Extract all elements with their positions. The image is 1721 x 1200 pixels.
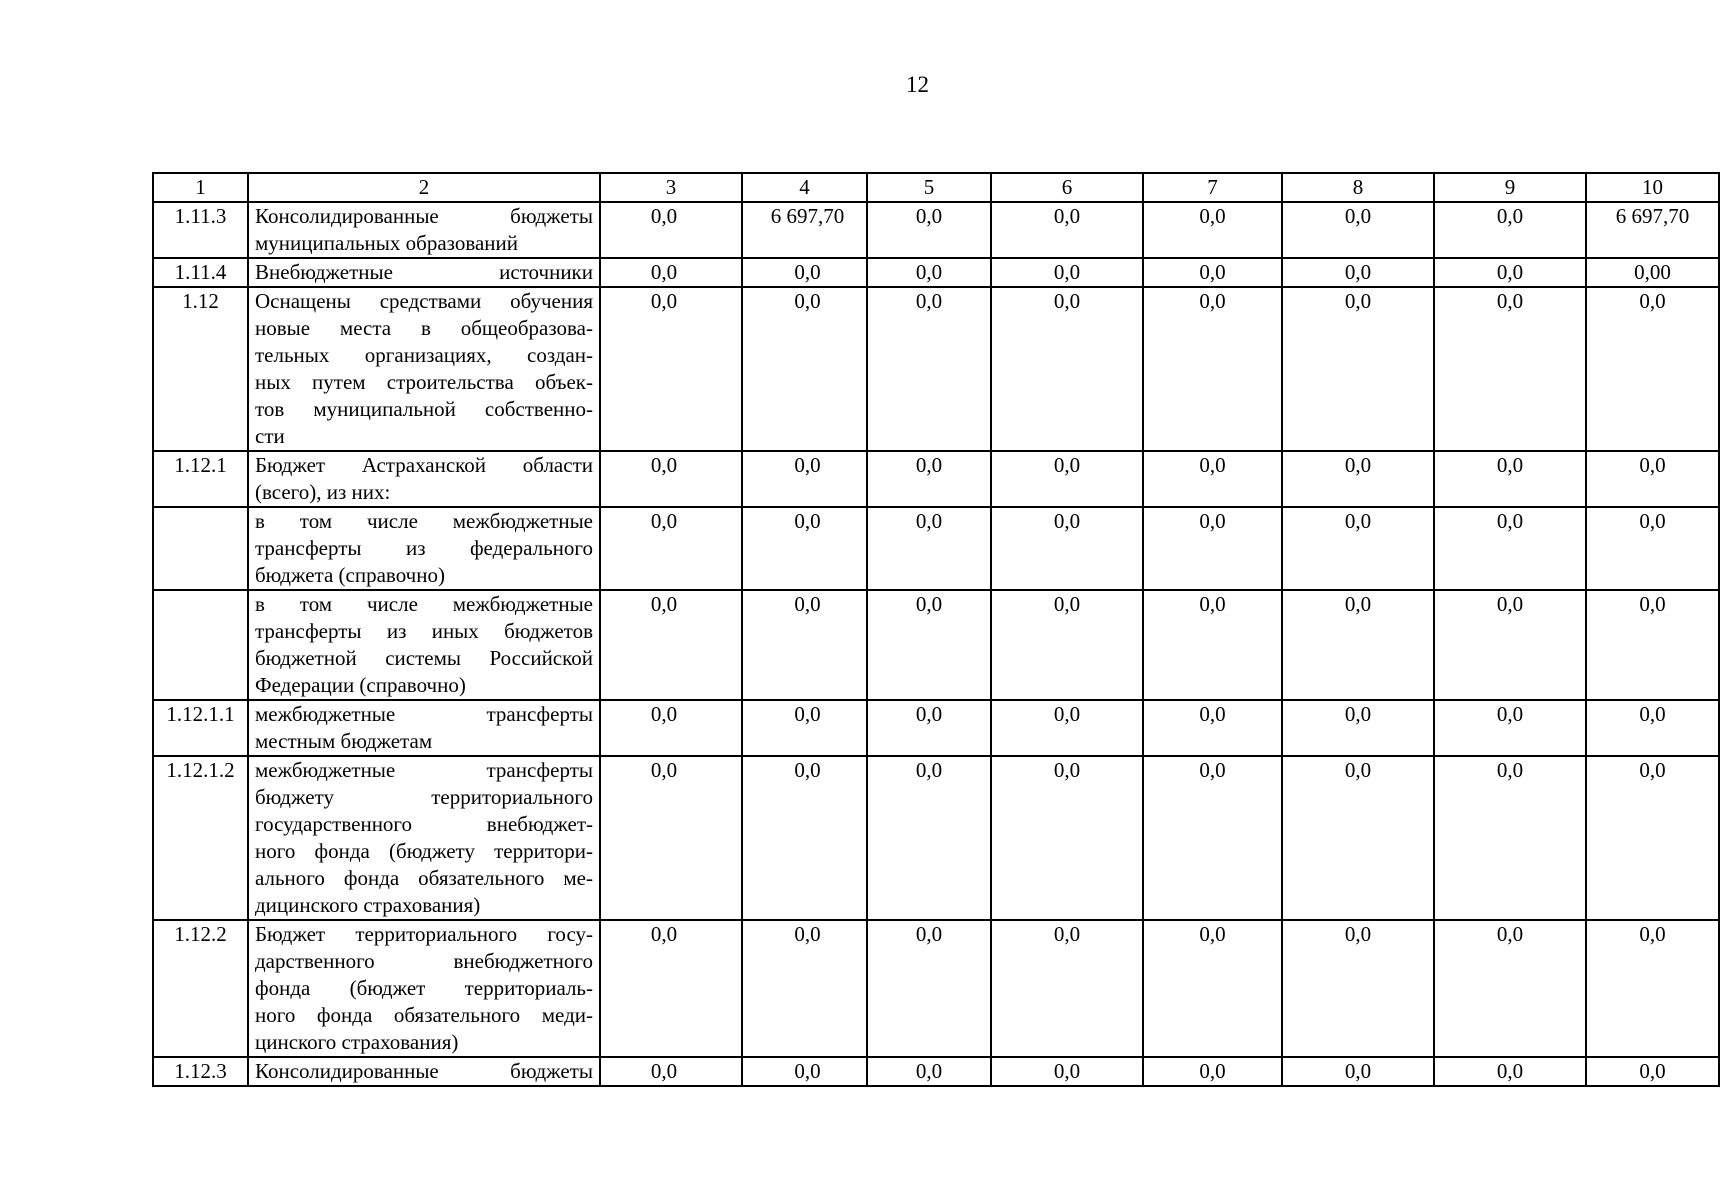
row-name-line: Оснащены средствами обучения <box>255 289 593 313</box>
row-value-col-4: 0,0 <box>742 920 867 1057</box>
row-code <box>153 507 248 590</box>
row-value-col-6: 0,0 <box>991 590 1143 700</box>
row-value-col-7: 0,0 <box>1143 700 1282 756</box>
row-name-line: муниципальных образований <box>255 231 518 255</box>
row-value-col-10: 0,00 <box>1586 258 1719 287</box>
row-value-col-6: 0,0 <box>991 920 1143 1057</box>
row-name <box>248 1057 600 1086</box>
row-value-col-4: 0,0 <box>742 590 867 700</box>
row-name-line: дарственного внебюджетного <box>255 949 593 973</box>
row-value-col-8: 0,0 <box>1282 1057 1434 1086</box>
row-name-line: в том числе межбюджетные <box>255 509 593 533</box>
column-header-5: 5 <box>867 173 991 202</box>
row-value-col-10: 6 697,70 <box>1586 202 1719 258</box>
row-value-col-10: 0,0 <box>1586 920 1719 1057</box>
row-name-line: межбюджетные трансферты <box>255 702 593 726</box>
column-header-3: 3 <box>600 173 742 202</box>
column-header-7: 7 <box>1143 173 1282 202</box>
table-row <box>153 507 1719 590</box>
row-value-col-4: 0,0 <box>742 451 867 507</box>
table-row <box>153 287 1719 451</box>
row-name-line: Консолидированные бюджеты <box>255 1059 593 1083</box>
row-name-line: тов муниципальной собственно- <box>255 397 593 421</box>
row-value-col-8: 0,0 <box>1282 451 1434 507</box>
row-name-line: ного фонда (бюджету территори- <box>255 839 593 863</box>
row-name <box>248 507 600 590</box>
row-value-col-10: 0,0 <box>1586 507 1719 590</box>
row-name-line: Бюджет Астраханской области <box>255 453 593 477</box>
row-name <box>248 700 600 756</box>
row-value-col-9: 0,0 <box>1434 700 1586 756</box>
row-value-col-4: 6 697,70 <box>742 202 867 258</box>
row-code <box>153 590 248 700</box>
row-value-col-5: 0,0 <box>867 920 991 1057</box>
row-name-line: Федерации (справочно) <box>255 673 466 697</box>
row-value-col-10: 0,0 <box>1586 1057 1719 1086</box>
row-value-col-5: 0,0 <box>867 700 991 756</box>
table-row <box>153 590 1719 700</box>
row-value-col-9: 0,0 <box>1434 451 1586 507</box>
row-value-col-7: 0,0 <box>1143 756 1282 920</box>
row-value-col-3: 0,0 <box>600 507 742 590</box>
row-value-col-5: 0,0 <box>867 287 991 451</box>
row-name <box>248 451 600 507</box>
row-value-col-4: 0,0 <box>742 1057 867 1086</box>
table-row <box>153 756 1719 920</box>
row-name <box>248 756 600 920</box>
row-value-col-5: 0,0 <box>867 590 991 700</box>
row-value-col-9: 0,0 <box>1434 287 1586 451</box>
row-code: 1.12.2 <box>153 920 248 1057</box>
row-name-line: трансферты из федерального <box>255 536 593 560</box>
table-row <box>153 1057 1719 1086</box>
row-name <box>248 202 600 258</box>
row-name-line: ных путем строительства объек- <box>255 370 593 394</box>
row-name-line: Консолидированные бюджеты <box>255 204 593 228</box>
row-value-col-8: 0,0 <box>1282 202 1434 258</box>
row-value-col-10: 0,0 <box>1586 756 1719 920</box>
row-value-col-6: 0,0 <box>991 1057 1143 1086</box>
row-value-col-4: 0,0 <box>742 258 867 287</box>
row-value-col-7: 0,0 <box>1143 258 1282 287</box>
row-code: 1.12 <box>153 287 248 451</box>
row-name-line: сти <box>255 424 285 448</box>
row-value-col-5: 0,0 <box>867 507 991 590</box>
row-name-line: фонда (бюджет территориаль- <box>255 976 593 1000</box>
row-value-col-9: 0,0 <box>1434 590 1586 700</box>
row-value-col-3: 0,0 <box>600 920 742 1057</box>
row-value-col-8: 0,0 <box>1282 258 1434 287</box>
row-value-col-3: 0,0 <box>600 287 742 451</box>
row-name-line: ального фонда обязательного ме- <box>255 866 593 890</box>
row-name-line: межбюджетные трансферты <box>255 758 593 782</box>
column-header-1: 1 <box>153 173 248 202</box>
row-value-col-4: 0,0 <box>742 287 867 451</box>
row-code: 1.12.1.2 <box>153 756 248 920</box>
row-code: 1.12.1 <box>153 451 248 507</box>
row-value-col-9: 0,0 <box>1434 258 1586 287</box>
table-row <box>153 451 1719 507</box>
row-value-col-10: 0,0 <box>1586 590 1719 700</box>
row-value-col-9: 0,0 <box>1434 507 1586 590</box>
row-name-line: бюджета (справочно) <box>255 563 445 587</box>
row-value-col-6: 0,0 <box>991 507 1143 590</box>
table-header-row <box>153 173 1719 202</box>
row-value-col-6: 0,0 <box>991 756 1143 920</box>
row-name-line: новые места в общеобразова- <box>255 316 593 340</box>
row-value-col-3: 0,0 <box>600 1057 742 1086</box>
row-name-line: Внебюджетные источники <box>255 260 593 284</box>
table-row <box>153 920 1719 1057</box>
row-value-col-3: 0,0 <box>600 258 742 287</box>
row-name-line: бюджетной системы Российской <box>255 646 593 670</box>
row-code: 1.11.4 <box>153 258 248 287</box>
column-header-6: 6 <box>991 173 1143 202</box>
row-value-col-3: 0,0 <box>600 202 742 258</box>
row-value-col-4: 0,0 <box>742 700 867 756</box>
row-value-col-3: 0,0 <box>600 700 742 756</box>
row-name-line: местным бюджетам <box>255 729 433 753</box>
page-number: 12 <box>906 72 929 97</box>
row-value-col-7: 0,0 <box>1143 287 1282 451</box>
row-code: 1.12.3 <box>153 1057 248 1086</box>
row-name-line: дицинского страхования) <box>255 893 481 917</box>
row-name <box>248 920 600 1057</box>
row-value-col-10: 0,0 <box>1586 287 1719 451</box>
row-name-line: Бюджет территориального госу- <box>255 922 593 946</box>
row-value-col-4: 0,0 <box>742 507 867 590</box>
row-value-col-9: 0,0 <box>1434 1057 1586 1086</box>
row-name <box>248 258 600 287</box>
column-header-10: 10 <box>1586 173 1719 202</box>
row-value-col-9: 0,0 <box>1434 756 1586 920</box>
row-value-col-7: 0,0 <box>1143 507 1282 590</box>
row-value-col-8: 0,0 <box>1282 756 1434 920</box>
row-value-col-7: 0,0 <box>1143 920 1282 1057</box>
budget-table <box>152 172 1720 1087</box>
row-value-col-9: 0,0 <box>1434 920 1586 1057</box>
table-row <box>153 202 1719 258</box>
row-value-col-9: 0,0 <box>1434 202 1586 258</box>
row-value-col-5: 0,0 <box>867 756 991 920</box>
row-value-col-10: 0,0 <box>1586 700 1719 756</box>
row-value-col-5: 0,0 <box>867 451 991 507</box>
row-name-line: в том числе межбюджетные <box>255 592 593 616</box>
row-value-col-6: 0,0 <box>991 287 1143 451</box>
row-value-col-5: 0,0 <box>867 202 991 258</box>
row-name-line: государственного внебюджет- <box>255 812 593 836</box>
table-row <box>153 258 1719 287</box>
column-header-4: 4 <box>742 173 867 202</box>
row-value-col-3: 0,0 <box>600 756 742 920</box>
row-name <box>248 287 600 451</box>
row-value-col-8: 0,0 <box>1282 507 1434 590</box>
table-row <box>153 700 1719 756</box>
column-header-8: 8 <box>1282 173 1434 202</box>
row-value-col-6: 0,0 <box>991 451 1143 507</box>
row-value-col-7: 0,0 <box>1143 1057 1282 1086</box>
row-value-col-3: 0,0 <box>600 451 742 507</box>
table-body <box>153 202 1719 1086</box>
row-value-col-6: 0,0 <box>991 258 1143 287</box>
row-value-col-8: 0,0 <box>1282 590 1434 700</box>
row-value-col-3: 0,0 <box>600 590 742 700</box>
row-value-col-4: 0,0 <box>742 756 867 920</box>
row-value-col-6: 0,0 <box>991 700 1143 756</box>
row-value-col-6: 0,0 <box>991 202 1143 258</box>
row-value-col-10: 0,0 <box>1586 451 1719 507</box>
row-value-col-5: 0,0 <box>867 1057 991 1086</box>
row-name <box>248 590 600 700</box>
row-value-col-7: 0,0 <box>1143 590 1282 700</box>
row-name-line: (всего), из них: <box>255 480 391 504</box>
row-name-line: трансферты из иных бюджетов <box>255 619 593 643</box>
row-value-col-5: 0,0 <box>867 258 991 287</box>
column-header-2: 2 <box>248 173 600 202</box>
column-header-9: 9 <box>1434 173 1586 202</box>
row-name-line: ного фонда обязательного меди- <box>255 1003 593 1027</box>
row-value-col-8: 0,0 <box>1282 920 1434 1057</box>
row-code: 1.12.1.1 <box>153 700 248 756</box>
row-value-col-7: 0,0 <box>1143 202 1282 258</box>
row-code: 1.11.3 <box>153 202 248 258</box>
row-name-line: бюджету территориального <box>255 785 593 809</box>
row-value-col-7: 0,0 <box>1143 451 1282 507</box>
row-name-line: цинского страхования) <box>255 1030 459 1054</box>
row-value-col-8: 0,0 <box>1282 287 1434 451</box>
row-name-line: тельных организациях, создан- <box>255 343 593 367</box>
row-value-col-8: 0,0 <box>1282 700 1434 756</box>
